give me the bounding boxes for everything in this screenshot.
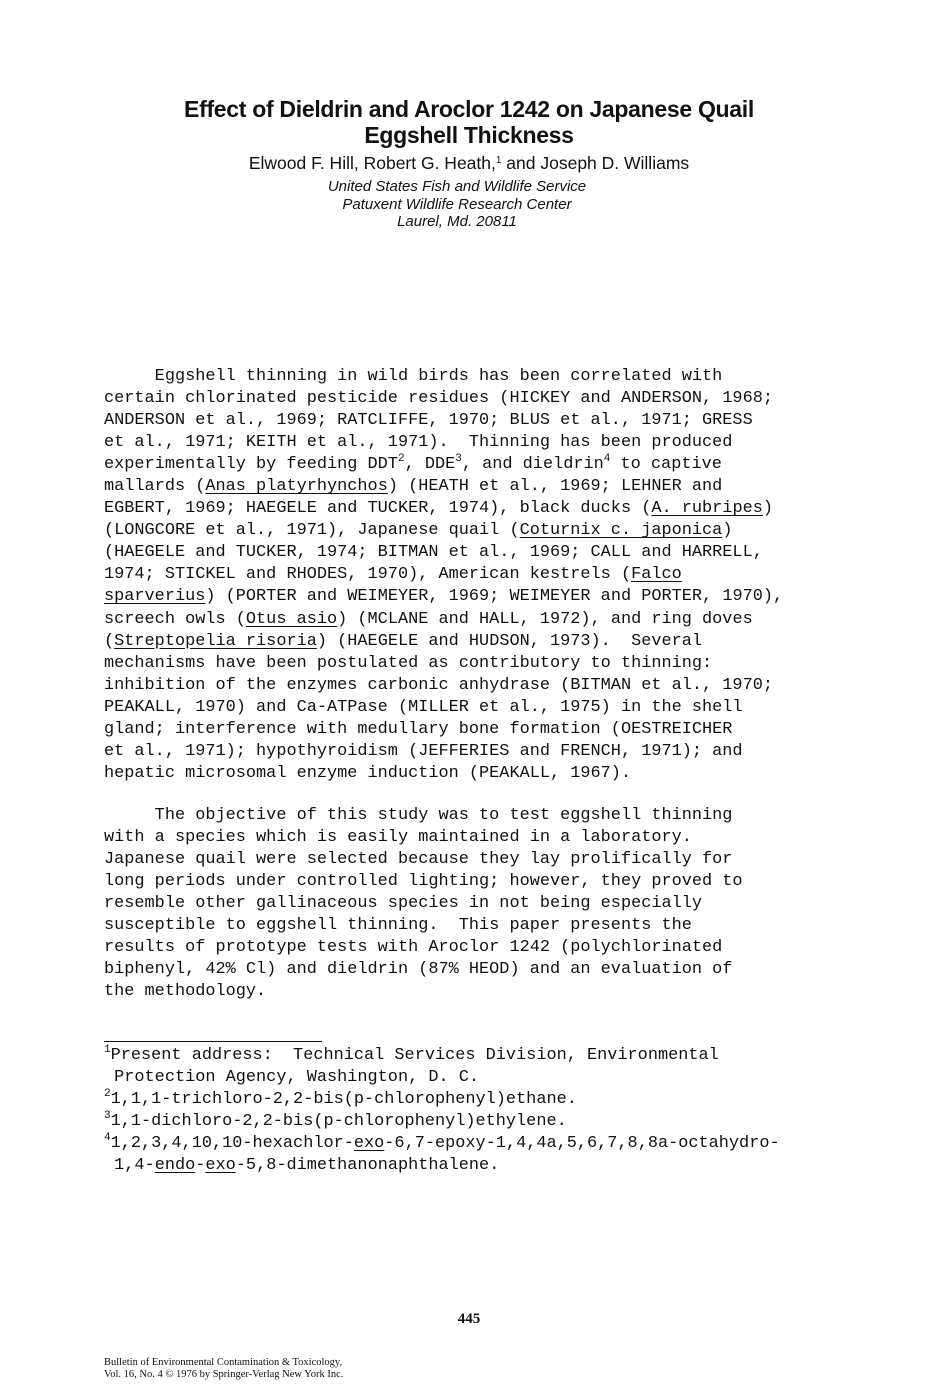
footnote-mark-1: 1 bbox=[104, 1044, 111, 1056]
body-paragraph-2: The objective of this study was to test eggshell thinning with a species which is easily maintained in a laboratory. Japanese quail were selected because they lay prolifically for long periods under controlled lighting; however, they proved to resemble other gallinaceous species in not being especially susceptible to eggshell thinning. This paper presents the results of prototype tests with Aroclor 1242 (polychlorinated biphenyl, 42% Cl) and dieldrin (87% HEOD) and an evaluation of the methodology. bbox=[104, 806, 743, 1002]
journal-citation bbox=[104, 1357, 604, 1381]
text-segment: ) (HAEGELE and TUCKER, 1974; BITMAN et al., 1969; CALL and HARRELL, 1974; STICKEL and RHODES, 1970), American kestrels ( bbox=[104, 521, 763, 585]
footnote-4-part: -5,8-dimethanonaphthalene. bbox=[235, 1156, 500, 1176]
footnote-divider bbox=[104, 1041, 322, 1042]
footnote-3: 1,1-dichloro-2,2-bis(p-chlorophenyl)ethylene. bbox=[110, 1112, 567, 1132]
page-number: 445 bbox=[457, 1311, 481, 1327]
footnote-ref-2: 2 bbox=[397, 453, 405, 466]
footnote-1: Present address: Technical Services Division, Environmental Protection Agency, Washington, D. C. bbox=[110, 1046, 719, 1088]
affiliation bbox=[0, 178, 914, 231]
affiliation-line-3: Laurel, Md. 20811 bbox=[397, 213, 517, 230]
body-paragraph-1 bbox=[104, 366, 844, 785]
citation-line-2: Vol. 16, No. 4 © 1976 by Springer-Verlag New York Inc. bbox=[104, 1369, 344, 1380]
text-segment: ) (MCLANE and HALL, 1972), and ring doves ( bbox=[104, 609, 753, 651]
text-segment: to captive mallards ( bbox=[104, 455, 722, 497]
paper-title bbox=[0, 96, 938, 148]
title-line-1: Effect of Dieldrin and Aroclor 1242 on Japanese Quail bbox=[184, 96, 754, 122]
authors-part-1: Elwood F. Hill, Robert G. Heath, bbox=[248, 153, 496, 173]
species-name: Anas platyrhynchos bbox=[205, 477, 388, 497]
text-segment: ) (LONGCORE et al., 1971), Japanese quail ( bbox=[104, 499, 773, 541]
text-segment: ) (HEATH et al., 1969; LEHNER and EGBERT, 1969; HAEGELE and TUCKER, 1974), black ducks ( bbox=[104, 477, 723, 519]
text-segment: , DDE bbox=[404, 455, 456, 475]
footnote-mark-3: 3 bbox=[104, 1110, 111, 1123]
affiliation-line-1: United States Fish and Wildlife Service bbox=[327, 178, 587, 195]
footnote-ref-4: 4 bbox=[603, 453, 611, 466]
footnote-4-part: 1,2,3,4,10,10-hexachlor- bbox=[110, 1134, 354, 1154]
species-name: sparverius bbox=[104, 587, 206, 607]
footnote-mark-4: 4 bbox=[104, 1132, 111, 1145]
footnote-4-part: -6,7-epoxy-1,4,4a,5,6,7,8,8a-octahydro- 1,4- bbox=[114, 1134, 780, 1176]
text-segment: , and dieldrin bbox=[461, 455, 604, 475]
species-name: Streptopelia risoria bbox=[114, 631, 317, 651]
footnote-mark-2: 2 bbox=[104, 1088, 111, 1101]
title-line-2: Eggshell Thickness bbox=[364, 122, 574, 148]
text-segment: Eggshell thinning in wild birds has been correlated with certain chlorinated pesticide residues (HICKEY and ANDERSON, 1968; ANDERSON et al., 1969; RATCLIFFE, 1970; BLUS et al., 1971; GRESS et al., 1971; KEITH et al., 1971). Thinning has been produced experimentally by feeding DDT bbox=[104, 367, 773, 475]
footnote-ref-3: 3 bbox=[455, 453, 462, 466]
footnotes bbox=[104, 1045, 864, 1177]
footnote-4-term: exo bbox=[353, 1134, 385, 1154]
affiliation-line-2: Patuxent Wildlife Research Center bbox=[342, 195, 572, 213]
species-name: A. rubripes bbox=[651, 499, 763, 519]
text-segment: ) (HAEGELE and HUDSON, 1973). Several mechanisms have been postulated as contributory to thinning: inhibition of the enzymes carbonic anhydrase (BITMAN et al., 1970; PEAKALL, 1970) and Ca-ATPase (MILLER et al., 1975) in the shell gland; interference with medullary bone formation (OESTREICHER et al., 1971); hypothyroidism (JEFFERIES and FRENCH, 1971); and hepatic microsomal enzyme induction (PEAKALL, 1967). bbox=[104, 631, 773, 783]
author-footnote-mark: 1 bbox=[495, 155, 502, 166]
species-name: Coturnix c. japonica bbox=[519, 521, 723, 541]
footnote-4-term: endo bbox=[154, 1156, 196, 1176]
footnote-2: 1,1,1-trichloro-2,2-bis(p-chlorophenyl)ethane. bbox=[110, 1090, 577, 1110]
citation-line-1: Bulletin of Environmental Contamination & Toxicology, bbox=[104, 1357, 343, 1368]
author-list bbox=[0, 152, 938, 174]
footnote-4-part: - bbox=[195, 1156, 206, 1176]
text-segment: ) (PORTER and WEIMEYER, 1969; WEIMEYER and PORTER, 1970), screech owls ( bbox=[104, 587, 784, 629]
species-name: Falco bbox=[631, 565, 682, 585]
footnote-4-term: exo bbox=[205, 1156, 236, 1176]
authors-part-2: and Joseph D. Williams bbox=[501, 153, 690, 173]
species-name: Otus asio bbox=[245, 609, 338, 629]
